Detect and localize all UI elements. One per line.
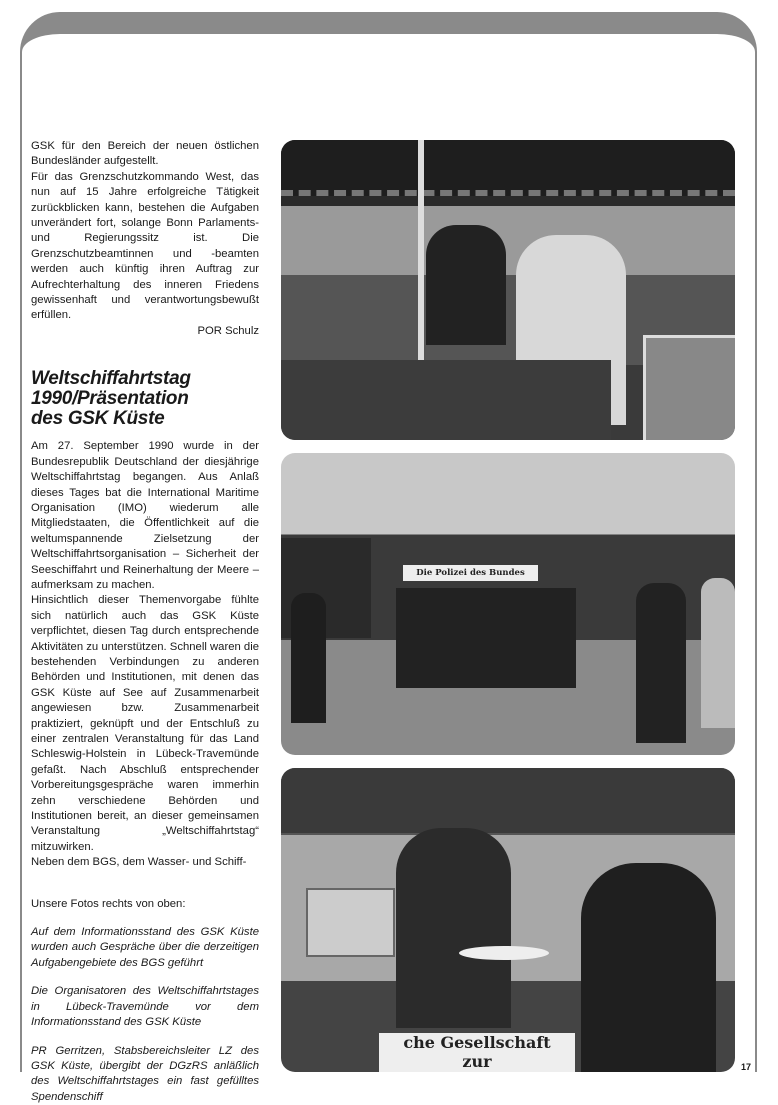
intro-paragraph: GSK für den Bereich der neuen östlichen Bundesländer aufgestellt. (31, 139, 259, 170)
photo-organizers (281, 453, 735, 755)
caption: PR Gerritzen, Stabsbereichsleiter LZ des GSK Küste, übergibt der DGzRS anläßlich des Weltschiffahrtstages ein fast gefülltes Spendenschiff (31, 1044, 259, 1105)
article-paragraph: Hinsichtlich dieser Themenvorgabe fühlte sich natürlich auch das GSK Küste verpflichtet, diesen Tag durch entsprechende Aktivitäten zu unterstützen. Schnell waren die bestehenden Verbindungen zu anderen Behörden und Institutionen, mit denen das GSK Küste auf See auf Zusammenarbeit angewiesen bzw. Zusammenarbeit praktiziert, geknüpft und der Entschluß zu einer zentralen Veranstaltung für das Land Schleswig-Holstein in Lübeck-Travemünde gefaßt. Nach Abschluß entsprechender Vorbereitungsgespräche waren immerhin zehn verschiedene Behörden und Institutionen bereit, an dieser gemeinsamen Veranstaltung „Weltschiffahrtstag“ mitzuwirken. (31, 593, 259, 855)
left-column (31, 139, 259, 1105)
sign-text (379, 1033, 575, 1072)
photo-donation-ship (281, 768, 735, 1072)
article-title (31, 369, 259, 429)
captions-intro: Unsere Fotos rechts von oben: (31, 897, 259, 912)
article-paragraph: Am 27. September 1990 wurde in der Bundesrepublik Deutschland der diesjährige Weltschiffahrtstag begangen. Aus Anlaß dieses Tages bat die International Maritime Organisation (IMO) wiederum alle Mitgliedstaaten, die Öffentlichkeit auf die weltumspannende Zielsetzung der Weltschiffahrtsorganisation – Sicherheit der Seeschiffahrt und Reinerhaltung der Meere – aufmerksam zu machen. (31, 439, 259, 593)
title-line: 1990/Präsentation (31, 389, 259, 409)
caption: Auf dem Informationsstand des GSK Küste wurden auch Gespräche über die derzeitigen Aufgabengebiete des BGS geführt (31, 925, 259, 971)
title-line: Weltschiffahrtstag (31, 369, 259, 389)
photo-info-stand (281, 140, 735, 440)
author: POR Schulz (31, 324, 259, 339)
caption: Die Organisatoren des Weltschiffahrtstages in Lübeck-Travemünde vor dem Informationsstand des GSK Küste (31, 984, 259, 1030)
sign-line: zur (379, 1052, 575, 1071)
title-line: des GSK Küste (31, 409, 259, 429)
page-number: 17 (741, 1062, 751, 1072)
article-paragraph: Neben dem BGS, dem Wasser- und Schiff- (31, 855, 259, 870)
article-body (31, 439, 259, 870)
intro-text (31, 139, 259, 339)
sign-line: che Gesellschaft (379, 1033, 575, 1052)
photo-captions (31, 897, 259, 1105)
intro-paragraph: Für das Grenzschutzkommando West, das nun auf 15 Jahre erfolgreiche Tätigkeit zurückblicken kann, bestehen die Aufgaben unverändert fort, solange Bonn Parlaments- und Regierungssitz ist. Die Grenzschutzbeamtinnen und -beamten werden auch künftig ihren Auftrag zur Aufrechterhaltung des inneren Friedens gewissenhaft und verantwortungsbewußt erfüllen. (31, 170, 259, 324)
sign-text: Die Polizei des Bundes (403, 565, 538, 581)
